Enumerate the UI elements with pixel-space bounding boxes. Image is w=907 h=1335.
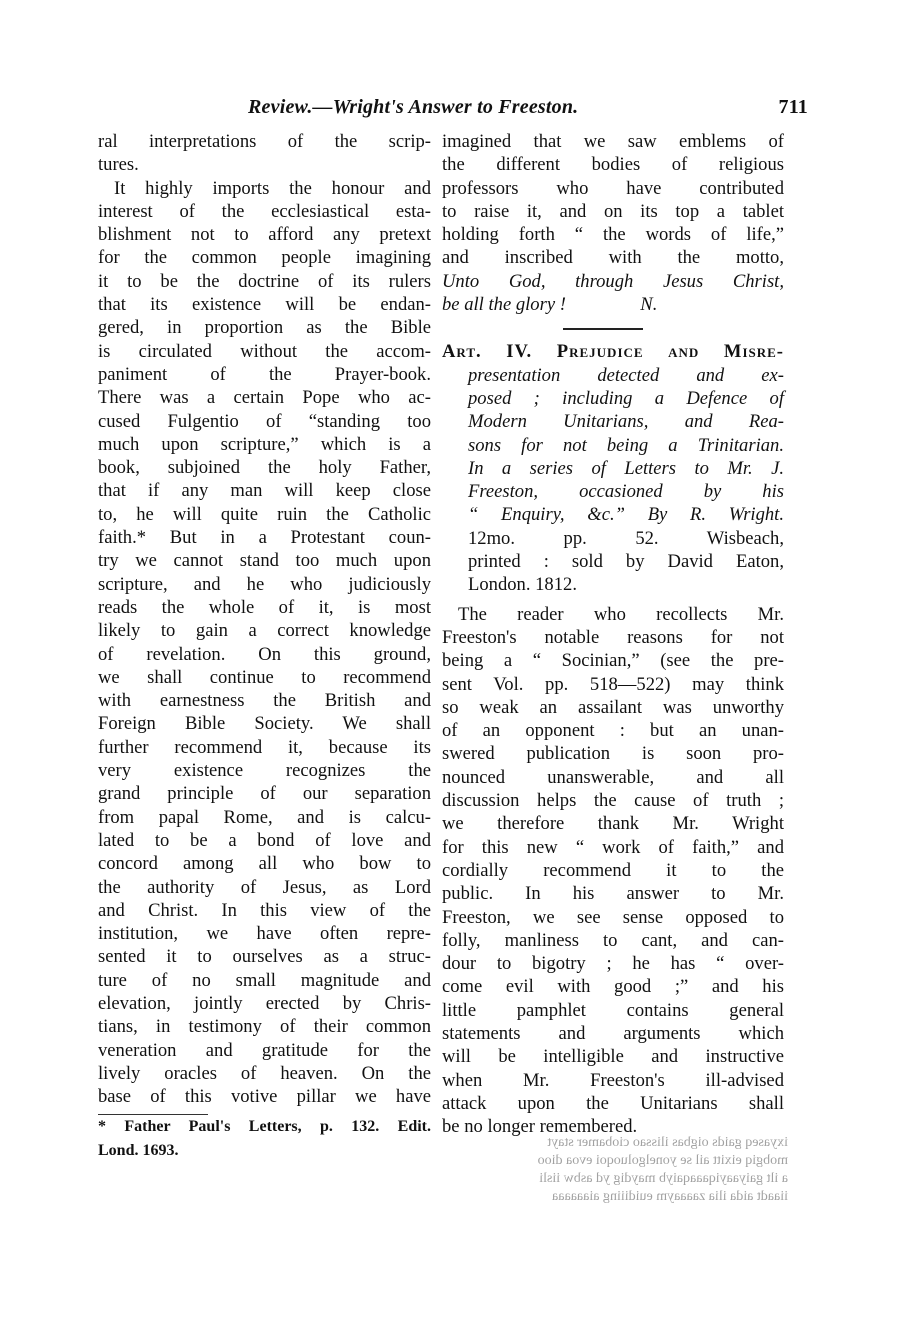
text-line: will be intelligible and instructive (442, 1046, 784, 1068)
text-line: public. In his answer to Mr. (442, 883, 784, 905)
text-line: institution, we have often repre- (98, 923, 431, 945)
text-line: interest of the ecclesiastical esta- (98, 200, 431, 222)
text-line: and Christ. In this view of the (98, 899, 431, 921)
text-line: ral interpretations of the scrip- (98, 131, 431, 152)
text-line: much upon scripture,” which is a (98, 433, 431, 455)
text-line: cused Fulgentio of “standing too (98, 410, 431, 432)
text-line: that if any man will keep close (98, 480, 431, 502)
text-line: be no longer remembered. (442, 1116, 638, 1138)
text-line: blishment not to afford any pretext (98, 224, 431, 246)
text-line: likely to gain a correct knowledge (98, 620, 431, 642)
page-number: 711 (778, 96, 808, 118)
text-line: of revelation. On this ground, (98, 643, 431, 665)
text-line: It highly imports the honour and (114, 177, 431, 199)
text-line: elevation, jointly erected by Chris- (98, 992, 431, 1014)
text-line: grand principle of our separation (98, 783, 431, 805)
text-line: tians, in testimony of their common (98, 1016, 431, 1038)
article-title-line (442, 340, 784, 363)
text-line: professors who have contributed (442, 177, 784, 199)
article-title-line: sons for not being a Trinitarian. (468, 434, 784, 456)
article-title-line: “ Enquiry, &c.” By R. Wright. (468, 504, 784, 526)
section-separator (563, 328, 643, 330)
footnote-rule (98, 1114, 208, 1115)
text-line: sent Vol. pp. 518—522) may think (442, 673, 784, 695)
bleed-line: a ilt gaiyaayiqaaaqaiyb maydig yd asbw iisli (539, 1171, 788, 1186)
text-line: for the common people imagining (98, 247, 431, 269)
text-line: lively oracles of heaven. On the (98, 1062, 431, 1084)
text-line: very existence recognizes the (98, 760, 431, 782)
text-line: it to be the doctrine of its rulers (98, 270, 431, 292)
article-imprint-line: London. 1812. (468, 574, 577, 596)
bleed-through-text (98, 1134, 788, 1204)
text-line: imagined that we saw emblems of (442, 131, 784, 152)
text-line: concord among all who bow to (98, 853, 431, 875)
article-title-line: Modern Unitarians, and Rea- (468, 411, 784, 433)
article-title-line: In a series of Letters to Mr. J. (468, 457, 784, 479)
text-line: we therefore thank Mr. Wright (442, 813, 784, 835)
text-line: tures. (98, 154, 139, 176)
text-line: further recommend it, because its (98, 736, 431, 758)
text-line: reads the whole of it, is most (98, 596, 431, 618)
text-line: nounced unanswerable, and all (442, 766, 784, 788)
article-body (442, 603, 784, 1139)
text-line: gered, in proportion as the Bible (98, 317, 431, 339)
running-header (248, 96, 808, 124)
left-column (98, 130, 431, 1164)
text-line: ture of no small magnitude and (98, 969, 431, 991)
footnote-line: Lond. 1693. (98, 1141, 179, 1159)
bleed-line: ixyaseq gaids oigbas ilissao ciobamer stayt (547, 1135, 788, 1150)
text-line: Freeston, we see sense opposed to (442, 906, 784, 928)
text-line: discussion helps the cause of truth ; (442, 790, 784, 812)
text-line: try we cannot stand too much upon (98, 550, 431, 572)
footnote-line: * Father Paul's Letters, p. 132. Edit. (98, 1118, 431, 1136)
text-line: dour to bigotry ; he has “ over- (442, 953, 784, 975)
article-imprint-line: 12mo. pp. 52. Wisbeach, (468, 527, 784, 549)
text-line: Foreign Bible Society. We shall (98, 713, 431, 735)
text-line: so weak an assailant was unworthy (442, 696, 784, 718)
motto-signature-line: be all the glory ! N. (442, 294, 658, 316)
text-line: attack upon the Unitarians shall (442, 1092, 784, 1114)
text-line: we shall continue to recommend (98, 666, 431, 688)
text-line: lated to be a bond of love and (98, 829, 431, 851)
text-line: the authority of Jesus, as Lord (98, 876, 431, 898)
text-line: that its existence will be endan- (98, 294, 431, 316)
text-line: There was a certain Pope who ac- (98, 387, 431, 409)
running-title: Review.—Wright's Answer to Freeston. (248, 96, 579, 118)
text-line: book, subjoined the holy Father, (98, 457, 431, 479)
article-title-text: Art. IV. Prejudice and Misre- (442, 341, 784, 363)
text-line: Freeston's notable reasons for not (442, 626, 784, 648)
text-line: base of this votive pillar we have (98, 1086, 431, 1108)
bleed-line: iiaadt aida ilia zaaaaym euidiiing aiaaaaaa (552, 1189, 788, 1204)
text-line: sented it to ourselves as a struc- (98, 946, 431, 968)
text-line: scripture, and he who judiciously (98, 573, 431, 595)
right-column (442, 130, 784, 1138)
text-line: faith.* But in a Protestant coun- (98, 527, 431, 549)
article-title-line: presentation detected and ex- (468, 364, 784, 386)
text-line: statements and arguments which (442, 1022, 784, 1044)
text-line: and inscribed with the motto, (442, 247, 784, 269)
text-line: paniment of the Prayer-book. (98, 363, 431, 385)
text-line: to, he will quite ruin the Catholic (98, 503, 431, 525)
text-line: with earnestness the British and (98, 690, 431, 712)
text-line: when Mr. Freeston's ill-advised (442, 1069, 784, 1091)
text-line: being a “ Socinian,” (see the pre- (442, 650, 784, 672)
text-line: of an opponent : but an unan- (442, 720, 784, 742)
text-line: cordially recommend it to the (442, 859, 784, 881)
article-title-line: posed ; including a Defence of (468, 387, 784, 409)
text-line: The reader who recollects Mr. (458, 603, 784, 625)
text-line: for this new “ work of faith,” and (442, 836, 784, 858)
text-line: holding forth “ the words of life,” (442, 224, 784, 246)
text-line: is circulated without the accom- (98, 340, 431, 362)
text-line: from papal Rome, and is calcu- (98, 806, 431, 828)
left-column-body (98, 130, 431, 1108)
text-line: little pamphlet contains general (442, 999, 784, 1021)
article-title-line: Freeston, occasioned by his (468, 481, 784, 503)
text-line: to raise it, and on its top a tablet (442, 200, 784, 222)
text-line: the different bodies of religious (442, 154, 784, 176)
text-line: folly, manliness to cant, and can- (442, 929, 784, 951)
text-line: veneration and gratitude for the (98, 1039, 431, 1061)
bleed-line: mobgiq eixitt ail se yonelgoluoqoi evoa dioo (537, 1153, 788, 1168)
previous-review-ending (442, 130, 784, 316)
motto-line: Unto God, through Jesus Christ, (442, 270, 784, 292)
article-heading (442, 340, 784, 596)
text-line: come evil with good ;” and his (442, 976, 784, 998)
text-line: swered publication is soon pro- (442, 743, 784, 765)
article-imprint-line: printed : sold by David Eaton, (468, 551, 784, 573)
